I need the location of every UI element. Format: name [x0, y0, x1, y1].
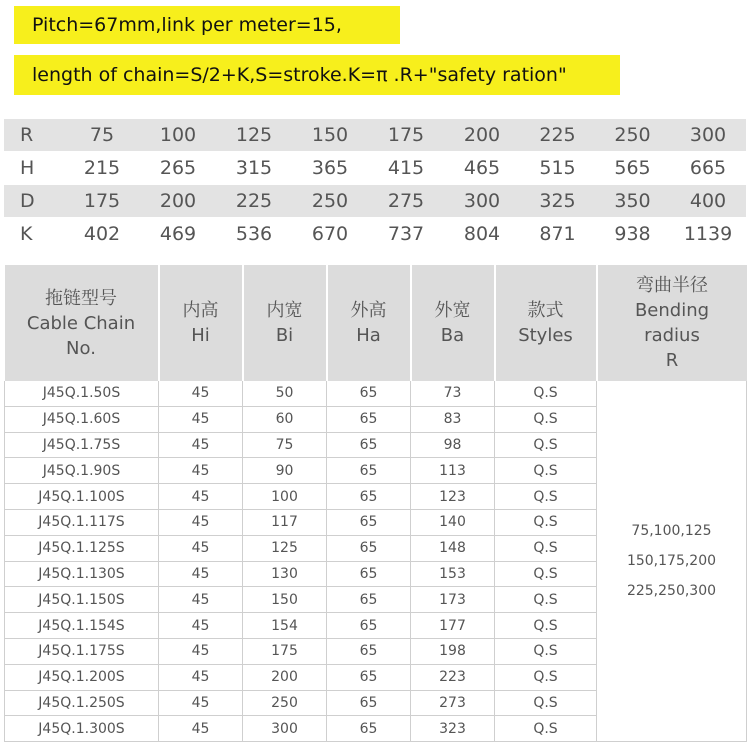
table-cell: 123 [411, 484, 495, 510]
table-cell: 198 [411, 638, 495, 664]
table-cell: 45 [159, 561, 243, 587]
column-header-line: 款式 [527, 300, 564, 321]
table-cell: 325 [520, 185, 595, 218]
table-cell: 871 [520, 218, 595, 251]
table-cell: 50 [243, 381, 327, 406]
table-cell: 153 [411, 561, 495, 587]
radius-table-row [4, 218, 746, 251]
table-cell: 200 [243, 664, 327, 690]
table-cell: 177 [411, 613, 495, 639]
table-cell: 45 [159, 509, 243, 535]
table-cell: 200 [140, 185, 216, 218]
column-header [411, 265, 495, 381]
table-cell: Q.S [495, 432, 597, 458]
table-cell: J45Q.1.50S [5, 381, 159, 406]
table-cell: 140 [411, 509, 495, 535]
table-cell: 315 [216, 152, 292, 185]
table-cell: 265 [140, 152, 216, 185]
table-cell: 65 [327, 484, 411, 510]
table-cell: 670 [292, 218, 368, 251]
table-cell: 415 [368, 152, 444, 185]
table-cell: Q.S [495, 406, 597, 432]
table-cell: Q.S [495, 613, 597, 639]
table-cell: 65 [327, 509, 411, 535]
table-cell: 45 [159, 664, 243, 690]
column-header-line: radius [644, 325, 700, 346]
column-header [495, 265, 597, 381]
column-header-line: 内高 [182, 300, 219, 321]
table-cell: J45Q.1.60S [5, 406, 159, 432]
bending-radius-line: 225,250,300 [626, 583, 717, 600]
table-cell: 273 [411, 690, 495, 716]
table-cell: J45Q.1.200S [5, 664, 159, 690]
table-cell: 250 [243, 690, 327, 716]
table-cell: 65 [327, 664, 411, 690]
table-cell: 150 [243, 587, 327, 613]
table-cell: 65 [327, 432, 411, 458]
table-cell: 175 [64, 185, 140, 218]
column-header [159, 265, 243, 381]
table-cell: Q.S [495, 716, 597, 742]
table-cell: 804 [444, 218, 520, 251]
table-cell: J45Q.1.125S [5, 535, 159, 561]
table-cell: 223 [411, 664, 495, 690]
table-cell: J45Q.1.75S [5, 432, 159, 458]
table-cell: 90 [243, 458, 327, 484]
column-header-line: 弯曲半径 [636, 275, 708, 296]
table-cell: 45 [159, 484, 243, 510]
table-cell: J45Q.1.250S [5, 690, 159, 716]
column-header-line: Bi [275, 325, 294, 346]
table-cell: 98 [411, 432, 495, 458]
table-cell: Q.S [495, 458, 597, 484]
table-cell: 65 [327, 690, 411, 716]
column-header-line: 外宽 [434, 300, 471, 321]
table-cell: 45 [159, 458, 243, 484]
table-cell: 65 [327, 587, 411, 613]
radius-table-row [4, 185, 746, 218]
table-cell: 65 [327, 561, 411, 587]
table-cell: 350 [595, 185, 670, 218]
table-cell: 215 [64, 152, 140, 185]
table-cell: 65 [327, 535, 411, 561]
chain-length-formula-text: length of chain=S/2+K,S=stroke.K=π .R+"safety ration" [32, 63, 567, 86]
table-cell: 465 [444, 152, 520, 185]
row-label: R [4, 119, 64, 152]
table-cell: Q.S [495, 587, 597, 613]
column-header-line: R [665, 350, 679, 371]
column-header [5, 265, 159, 381]
bending-radius-cell [597, 381, 747, 742]
table-cell: Q.S [495, 509, 597, 535]
table-cell: J45Q.1.300S [5, 716, 159, 742]
table-cell: 200 [444, 119, 520, 152]
table-cell: 536 [216, 218, 292, 251]
table-cell: 665 [670, 152, 746, 185]
table-cell: 300 [444, 185, 520, 218]
table-cell: 275 [368, 185, 444, 218]
table-cell: J45Q.1.90S [5, 458, 159, 484]
table-cell: 65 [327, 638, 411, 664]
table-cell: 100 [140, 119, 216, 152]
table-cell: 113 [411, 458, 495, 484]
bending-radius-line: 150,175,200 [626, 553, 717, 570]
row-label: H [4, 152, 64, 185]
table-cell: 365 [292, 152, 368, 185]
table-row [5, 381, 747, 406]
table-cell: 130 [243, 561, 327, 587]
table-cell: 65 [327, 716, 411, 742]
table-cell: 402 [64, 218, 140, 251]
row-label: K [4, 218, 64, 251]
bending-radius-line: 75,100,125 [631, 523, 712, 540]
row-label: D [4, 185, 64, 218]
table-cell: 125 [216, 119, 292, 152]
table-cell: Q.S [495, 638, 597, 664]
table-cell: 45 [159, 716, 243, 742]
table-cell: 175 [243, 638, 327, 664]
column-header [327, 265, 411, 381]
table-cell: Q.S [495, 664, 597, 690]
table-cell: 65 [327, 458, 411, 484]
table-cell: 73 [411, 381, 495, 406]
table-cell: 75 [243, 432, 327, 458]
column-header-line: Ha [356, 325, 381, 346]
table-cell: 65 [327, 406, 411, 432]
table-cell: 125 [243, 535, 327, 561]
table-cell: Q.S [495, 381, 597, 406]
column-header [243, 265, 327, 381]
table-cell: J45Q.1.154S [5, 613, 159, 639]
chain-length-formula-note [14, 55, 620, 95]
pitch-note [14, 6, 400, 44]
table-cell: 565 [595, 152, 670, 185]
column-header [597, 265, 747, 381]
table-cell: 117 [243, 509, 327, 535]
radius-table-row [4, 119, 746, 152]
column-header-line: Bending [634, 300, 710, 321]
column-header-line: 拖链型号 [45, 287, 117, 309]
column-header-line: Hi [191, 325, 210, 346]
table-cell: 154 [243, 613, 327, 639]
radius-table-row [4, 152, 746, 185]
table-cell: 250 [595, 119, 670, 152]
table-cell: Q.S [495, 690, 597, 716]
table-cell: Q.S [495, 561, 597, 587]
radius-dimension-table [4, 119, 746, 251]
pitch-note-text: Pitch=67mm,link per meter=15, [32, 13, 342, 36]
table-cell: 400 [670, 185, 746, 218]
table-cell: 150 [292, 119, 368, 152]
table-cell: 250 [292, 185, 368, 218]
table-cell: 225 [216, 185, 292, 218]
table-cell: J45Q.1.150S [5, 587, 159, 613]
table-cell: 1139 [670, 218, 746, 251]
table-cell: 75 [64, 119, 140, 152]
table-cell: 45 [159, 638, 243, 664]
column-header-line: Ba [440, 325, 465, 346]
table-cell: Q.S [495, 484, 597, 510]
cable-chain-spec-table [4, 265, 747, 742]
table-cell: 300 [243, 716, 327, 742]
table-cell: 148 [411, 535, 495, 561]
table-cell: J45Q.1.100S [5, 484, 159, 510]
table-cell: 45 [159, 381, 243, 406]
table-cell: 83 [411, 406, 495, 432]
column-header-line: 外高 [350, 300, 387, 321]
table-cell: 45 [159, 535, 243, 561]
table-cell: 323 [411, 716, 495, 742]
table-cell: Q.S [495, 535, 597, 561]
table-cell: 300 [670, 119, 746, 152]
table-cell: 175 [368, 119, 444, 152]
table-cell: 45 [159, 587, 243, 613]
table-cell: 469 [140, 218, 216, 251]
table-cell: 45 [159, 432, 243, 458]
table-cell: 45 [159, 690, 243, 716]
table-cell: 45 [159, 406, 243, 432]
table-cell: 938 [595, 218, 670, 251]
column-header-line: Cable Chain [26, 312, 136, 334]
column-header-line: 内宽 [266, 300, 303, 321]
table-cell: 515 [520, 152, 595, 185]
table-cell: 65 [327, 613, 411, 639]
table-cell: J45Q.1.175S [5, 638, 159, 664]
table-cell: J45Q.1.130S [5, 561, 159, 587]
table-cell: J45Q.1.117S [5, 509, 159, 535]
table-cell: 100 [243, 484, 327, 510]
table-cell: 65 [327, 381, 411, 406]
table-cell: 45 [159, 613, 243, 639]
column-header-line: Styles [518, 325, 573, 346]
table-cell: 225 [520, 119, 595, 152]
table-cell: 737 [368, 218, 444, 251]
column-header-line: No. [66, 337, 96, 359]
table-cell: 60 [243, 406, 327, 432]
table-cell: 173 [411, 587, 495, 613]
